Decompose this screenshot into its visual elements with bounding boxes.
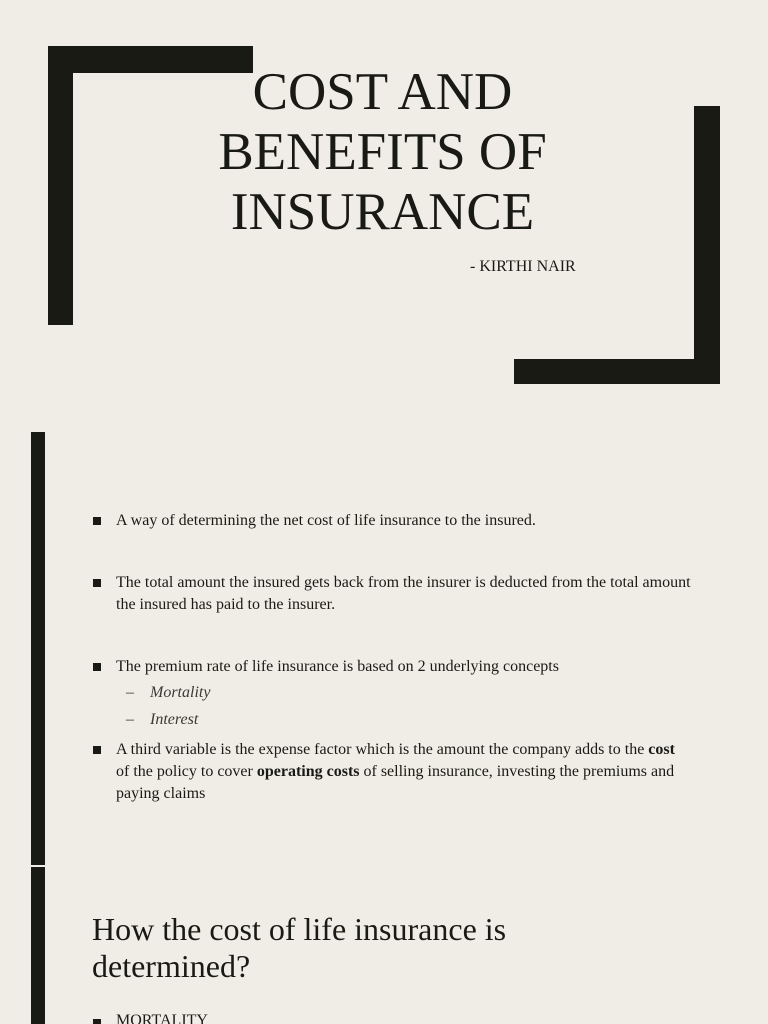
author-name: - KIRTHI NAIR: [470, 258, 576, 275]
title-line: BENEFITS OF: [218, 123, 547, 181]
bullet-text: The premium rate of life insurance is based on 2 underlying concepts: [116, 658, 559, 675]
bold-text: operating costs: [256, 763, 360, 780]
bold-text: cost: [648, 741, 675, 758]
frame-corner-top-left-vertical: [48, 46, 73, 325]
text-run: of selling insurance, investing the premiums and paying claims: [116, 763, 675, 802]
list-item: [92, 656, 692, 731]
content-slide-2: [0, 867, 768, 1024]
square-bullet-icon: [93, 746, 101, 754]
title-line: COST AND: [252, 63, 513, 121]
dash-bullet-icon: –: [126, 711, 134, 728]
square-bullet-icon: [93, 1019, 101, 1024]
square-bullet-icon: [93, 663, 101, 671]
list-item: [92, 739, 692, 805]
bullet-text: The total amount the insured gets back from the insurer is deducted from the total amount the insured has paid to the insurer.: [116, 574, 691, 613]
sub-item-text: Interest: [150, 711, 199, 728]
content-slide: [0, 432, 768, 865]
bullet-text: [116, 741, 675, 802]
list-item: [92, 1012, 208, 1024]
text-run: A third variable is the expense factor which is the amount the company adds to the: [116, 741, 649, 758]
text-run: of the policy to cover: [116, 763, 257, 780]
title-slide: [0, 0, 768, 415]
slide-heading: How the cost of life insurance is determined?: [92, 911, 507, 984]
accent-rule: [31, 432, 45, 865]
bullet-text: A way of determining the net cost of life insurance to the insured.: [116, 512, 536, 529]
list-item: [92, 572, 692, 616]
square-bullet-icon: [93, 579, 101, 587]
list-item: [92, 510, 692, 532]
title-line: INSURANCE: [230, 183, 535, 241]
sub-list: [116, 682, 692, 731]
sub-item-text: Mortality: [150, 684, 211, 701]
accent-rule: [31, 867, 45, 1024]
bullet-list: [92, 510, 692, 805]
sub-item: [116, 682, 692, 704]
dash-bullet-icon: –: [126, 684, 134, 701]
slide-title: [150, 62, 615, 242]
square-bullet-icon: [93, 517, 101, 525]
frame-corner-bottom-right-vertical: [694, 106, 720, 384]
frame-corner-bottom-right-horizontal: [514, 359, 720, 384]
sub-item: [116, 709, 692, 731]
bullet-text: MORTALITY: [116, 1012, 208, 1024]
